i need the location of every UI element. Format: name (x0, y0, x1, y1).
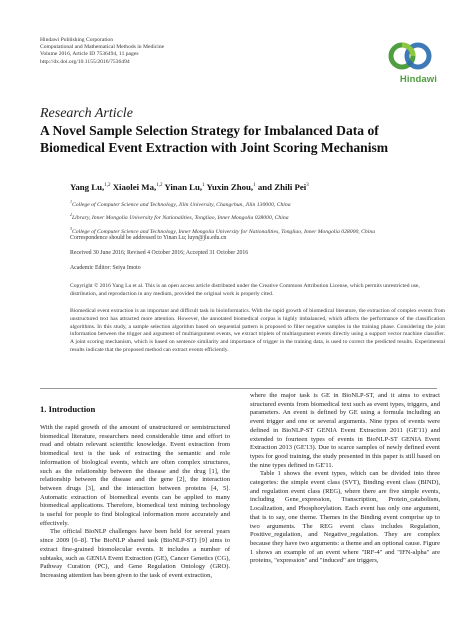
affiliation: $^1$College of Computer Science and Technology, Jilin University, Changchun, Jilin 130000, China (70, 199, 291, 208)
author-list (70, 182, 309, 192)
article-dates: Received 30 June 2016; Revised 4 October 2016; Accepted 31 October 2016 (70, 250, 249, 256)
author: and Zhili Pei$^3$ (257, 182, 309, 192)
publisher: Hindawi Publishing Corporation (40, 37, 114, 43)
section-heading: 1. Introduction (40, 404, 96, 414)
paragraph: The official BioNLP challenges have been held for several years since 2009 [6–8]. The BioNLP shared task (BioNLP-ST) [9] aims to extract fine-grained biomolecular events. It includes a number of subtasks, such as GENIA Event Extraction (GE), Cancer Genetics (CG), Pathway Curation (PC), and Gene Regulation Ontology (GRO). Increasing attention has been given to the task of event extraction, (40, 528, 230, 579)
affiliation: $^2$Library, Inner Mongolia University for Nationalities, Tongliao, Inner Mongolia 028000, China (70, 212, 289, 222)
author: Yang Lu,$^{1,2}$ (70, 182, 111, 192)
right-column (250, 392, 440, 566)
doi-link[interactable]: http://dx.doi.org/10.1155/2016/7536494 (40, 58, 130, 65)
copyright-notice: Copyright © 2016 Yang Lu et al. This is an open access article distributed under the Creative Commons Attribution License, which permits unrestricted use, distribution, and reproduction in any medium, provided the original work is properly cited. (70, 283, 420, 297)
paragraph: With the rapid growth of the amount of unstructured or semistructured biomedical literature, researchers need considerable time and effort to read and obtain relevant scientific knowledge. Event extraction from biomedical text is the task of extracting the semantic and role information of biological events, which are often complex structures, such as the relationship between the disease and the drug [1], the relationship between the disease and the gene [2], the interaction between drugs [3], and the interaction between proteins [4, 5]. Automatic extraction of biomedical events can be applied to many biomedical applications. Therefore, biomedical text mining technology is useful for people to find biological information more accurately and effectively. (40, 424, 230, 527)
author: Yinan Lu,$^1$ (164, 182, 205, 192)
affiliations (70, 197, 460, 237)
volume-info: Volume 2016, Article ID 7536494, 11 pages (40, 51, 139, 58)
left-column (40, 424, 230, 581)
author: Yuxin Zhou,$^1$ (206, 182, 256, 192)
abstract: Biomedical event extraction is an important and difficult task in bioinformatics. With the rapid growth of biomedical literature, the extraction of complex events from unstructured text has attracted more attention. However, the annotated biomedical corpus is highly imbalanced, which affects the performance of the classification algorithms. In this study, a sample selection algorithm based on sequential pattern is proposed to filter negative samples in the training phase. Considering the joint information between the trigger and argument of multiargument events, we extract triplets of multiargument events directly using a support vector machine classifier. A joint scoring mechanism, which is based on sentence similarity and importance of trigger in the training data, is used to correct the predicted results. Experimental results indicate that the proposed method can extract events efficiently. (70, 308, 445, 353)
article-type: Research Article (40, 106, 133, 121)
logo-wordmark: Hindawi (399, 74, 437, 85)
paper-title: A Novel Sample Selection Strategy for Imbalanced Data of Biomedical Event Extraction with Joint Scoring Mechanism (40, 123, 389, 155)
affiliation: $^3$College of Computer Science and Technology, Inner Mongolia University for Nationalities, Tongliao, Inner Mongolia 028000, China (70, 225, 376, 235)
journal-name: Computational and Mathematical Methods in Medicine (40, 44, 165, 51)
section-divider (40, 388, 437, 389)
paragraph: Table 1 shows the event types, which can be divided into three categories: the simple event class (SVT), Binding event class (BIND), and regulation event class (REG), where there are five simple events, including Gene_expression, Transcription, Protein_catabolism, Localization, and Phosphorylation. Each event has only one argument, that is to say, one theme. Themes in the Binding event comprise up to two arguments. The REG event class includes Regulation, Positive_regulation, and Negative_regulation. They are complex because they have two arguments: a theme and an optional cause. Figure 1 shows an example of an event where "IRF-4" and "IFN-alpha" are proteins, "expression" and "induced" are triggers, (250, 470, 440, 565)
academic-editor: Academic Editor: Seiya Imoto (70, 265, 141, 271)
journal-header (40, 37, 164, 66)
hindawi-logo-icon (382, 38, 438, 78)
paragraph: where the major task is GE in BioNLP-ST, and it aims to extract structured events from biomedical text such as event types, triggers, and parameters. An event is defined by GE using a formula including an event trigger and one or several arguments. Nine types of events were defined in BioNLP-ST GENIA Event Extraction 2011 (GE'11) and extended to fourteen types of events in BioNLP-ST GENIA Event Extraction 2013 (GE'13). Due to scarce samples of newly defined event types for good training, the study presented in this paper is still based on the nine types defined in GE'11. (250, 392, 440, 469)
author: Xiaolei Ma,$^{1,2}$ (112, 182, 163, 192)
correspondence: Correspondence should be addressed to Yinan Lu; luyn@jlu.edu.cn (70, 235, 227, 241)
